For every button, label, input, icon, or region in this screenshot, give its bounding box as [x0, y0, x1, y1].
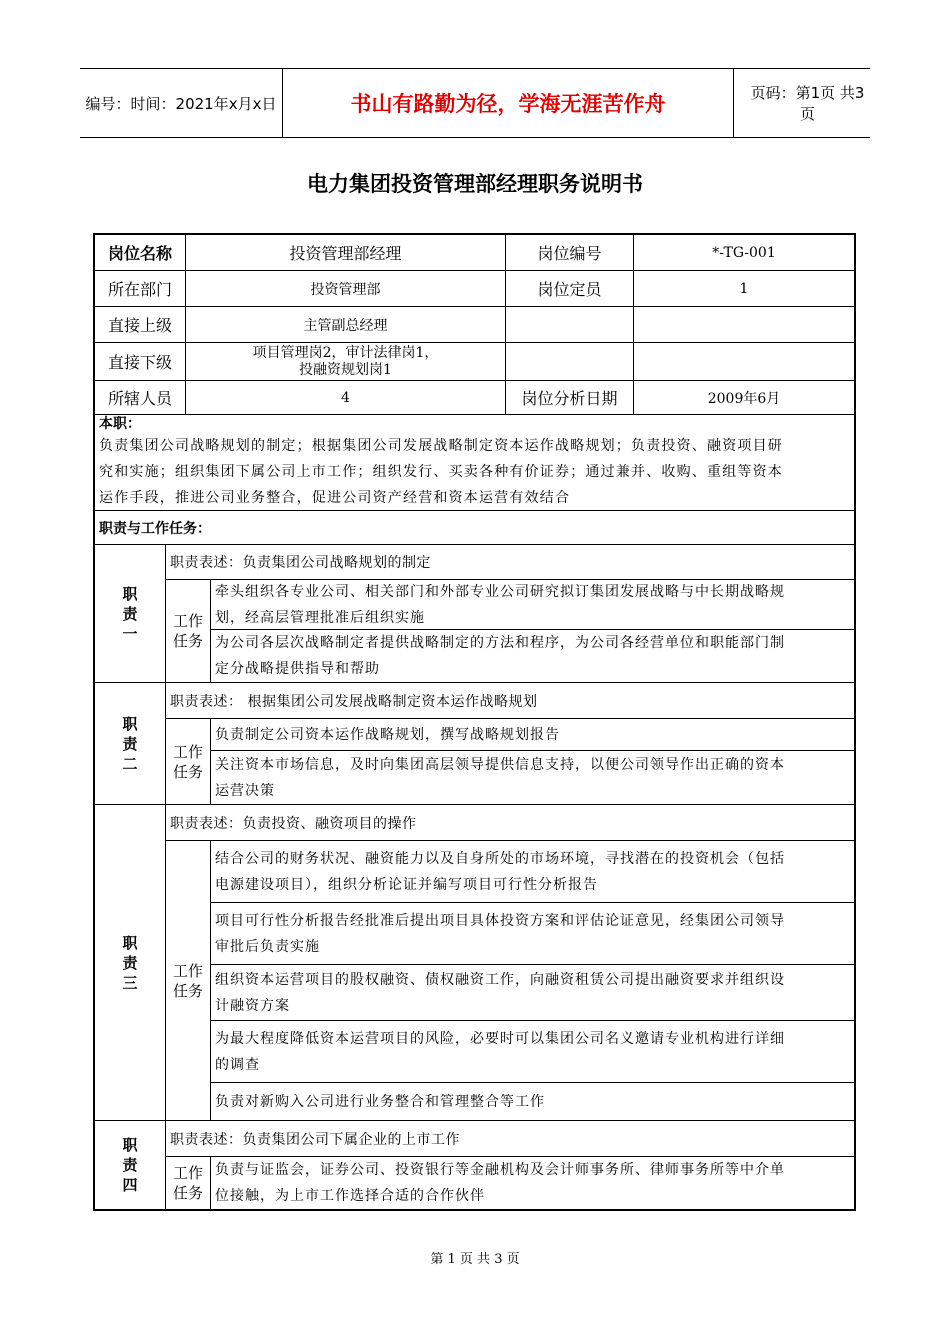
task-list [210, 719, 854, 804]
work-tasks-label: 工作 任务 [172, 961, 203, 1000]
work-tasks-label: 工作 任务 [172, 612, 203, 650]
info-row [95, 307, 854, 343]
info-key [505, 343, 633, 380]
duty-block [95, 545, 854, 683]
duty-title-char: 职 [122, 584, 138, 603]
task-item: 为公司各层次战略制定者提供战略制定的方法和程序，为公司各经营单位和职能部门制 定分战略提供指导和帮助 [215, 635, 785, 677]
task-item: 组织资本运营项目的股权融资、债权融资工作，向融资租赁公司提出融资要求并组织设 计融资方案 [211, 965, 854, 1021]
task-item: 负责对新购入公司进行业务整合和管理整合等工作 [215, 1093, 545, 1110]
work-tasks-label: 工作 任务 [172, 742, 203, 781]
duty-title [95, 545, 165, 682]
duty-description: 职责表述：负责集团公司下属企业的上市工作 [166, 1121, 854, 1157]
summary-line: 运作手段，推进公司业务整合，促进公司资产经营和资本运营有效结合 [99, 490, 571, 506]
doc-time-label: 时间：2021年x月x日 [130, 95, 277, 113]
duty-title-char: 责 [122, 953, 138, 972]
task-item: 为最大程度降低资本运营项目的风险，必要时可以集团公司名义邀请专业机构进行详细 的调查 [211, 1021, 854, 1083]
duty-work [166, 719, 854, 804]
task-list [210, 841, 854, 1120]
summary-label: 本职： [99, 416, 141, 432]
info-value: 主管副总经理 [185, 307, 505, 342]
duty-title-char: 二 [122, 754, 138, 773]
info-value-line: 投融资规划岗1 [299, 361, 392, 378]
task-list [210, 1157, 854, 1209]
info-row [95, 271, 854, 307]
info-key: 所在部门 [107, 280, 172, 299]
duty-title-char: 职 [122, 1136, 138, 1154]
header-slogan: 书山有路勤为径，学海无涯苦作舟 [282, 69, 734, 137]
duty-work [166, 841, 854, 1120]
info-key: 岗位分析日期 [505, 381, 633, 414]
duty-title-char: 一 [122, 624, 138, 643]
duty-title [95, 1121, 165, 1209]
duty-body [165, 545, 854, 682]
info-key: 直接上级 [107, 316, 172, 335]
info-value: 4 [185, 381, 505, 414]
duty-title-char: 三 [122, 973, 138, 992]
duty-title-char: 责 [122, 604, 138, 623]
duty-title [95, 683, 165, 804]
task-item: 负责制定公司资本运作战略规划，撰写战略规划报告 [211, 719, 854, 751]
info-key: 直接下级 [107, 353, 172, 372]
duty-work [166, 1157, 854, 1209]
duty-description: 职责表述： 根据集团公司发展战略制定资本运作战略规划 [166, 683, 854, 719]
duties-header [95, 511, 854, 545]
duty-block [95, 805, 854, 1121]
job-summary [95, 415, 854, 511]
info-value: *-TG-001 [633, 235, 854, 270]
duty-title-char: 职 [122, 933, 138, 952]
info-key: 岗位名称 [107, 244, 172, 263]
duty-body [165, 683, 854, 804]
duty-description: 职责表述：负责集团公司战略规划的制定 [166, 545, 854, 580]
task-item: 负责与证监会，证券公司、投资银行等金融机构及会计师事务所、律师事务所等中介单 位接触，为上市工作选择合适的合作伙伴 [215, 1162, 785, 1204]
info-row [95, 381, 854, 415]
summary-line: 负责集团公司战略规划的制定；根据集团公司发展战略制定资本运作战略规划；负责投资、融资项目研 [99, 438, 783, 454]
duty-title-char: 职 [122, 714, 138, 733]
duty-work [166, 580, 854, 682]
doc-number-label: 编号： [85, 95, 131, 113]
document-title: 电力集团投资管理部经理职务说明书 [307, 172, 643, 196]
task-item: 项目可行性分析报告经批准后提出项目具体投资方案和评估论证意见，经集团公司领导 审批后负责实施 [211, 903, 854, 965]
info-value [633, 307, 854, 342]
duty-block [95, 683, 854, 805]
info-key: 岗位定员 [505, 271, 633, 306]
work-tasks-label: 工作 任务 [172, 1164, 203, 1202]
info-key: 所辖人员 [107, 389, 172, 408]
task-item: 关注资本市场信息，及时向集团高层领导提供信息支持，以便公司领导作出正确的资本 运营决策 [215, 756, 785, 799]
info-key [505, 307, 633, 342]
info-value: 2009年6月 [633, 381, 854, 414]
header-meta [80, 69, 282, 137]
duties-label: 职责与工作任务： [99, 520, 211, 537]
duty-block [95, 1121, 854, 1209]
task-list [210, 580, 854, 682]
page-footer: 第 1 页 共 3 页 [430, 1252, 520, 1267]
info-value [633, 343, 854, 380]
duty-body [165, 1121, 854, 1209]
header-page-info: 页码：第1页 共3页 [750, 84, 865, 123]
duty-title-char: 责 [122, 1156, 138, 1174]
info-row [95, 343, 854, 381]
task-item: 结合公司的财务状况、融资能力以及自身所处的市场环境，寻找潜在的投资机会（包括 电源建设项目），组织分析论证并编写项目可行性分析报告 [211, 841, 854, 903]
job-description-table [93, 233, 856, 1211]
info-value-line: 项目管理岗2，审计法律岗1， [252, 344, 439, 361]
info-value: 1 [633, 271, 854, 306]
duty-body [165, 805, 854, 1120]
duty-description: 职责表述：负责投资、融资项目的操作 [166, 805, 854, 841]
page-header [80, 68, 870, 138]
duty-title [95, 805, 165, 1120]
info-value: 投资管理部 [185, 271, 505, 306]
info-value: 投资管理部经理 [185, 235, 505, 270]
info-value [185, 343, 505, 380]
task-item: 牵头组织各专业公司、相关部门和外部专业公司研究拟订集团发展战略与中长期战略规 划，经高层管理批准后组织实施 [211, 580, 854, 630]
summary-line: 究和实施；组织集团下属公司上市工作；组织发行、买卖各种有价证券；通过兼并、收购、重组等资本 [99, 464, 783, 480]
info-key: 岗位编号 [505, 235, 633, 270]
duty-title-char: 四 [122, 1176, 138, 1194]
duty-title-char: 责 [122, 734, 138, 753]
info-row [95, 235, 854, 271]
